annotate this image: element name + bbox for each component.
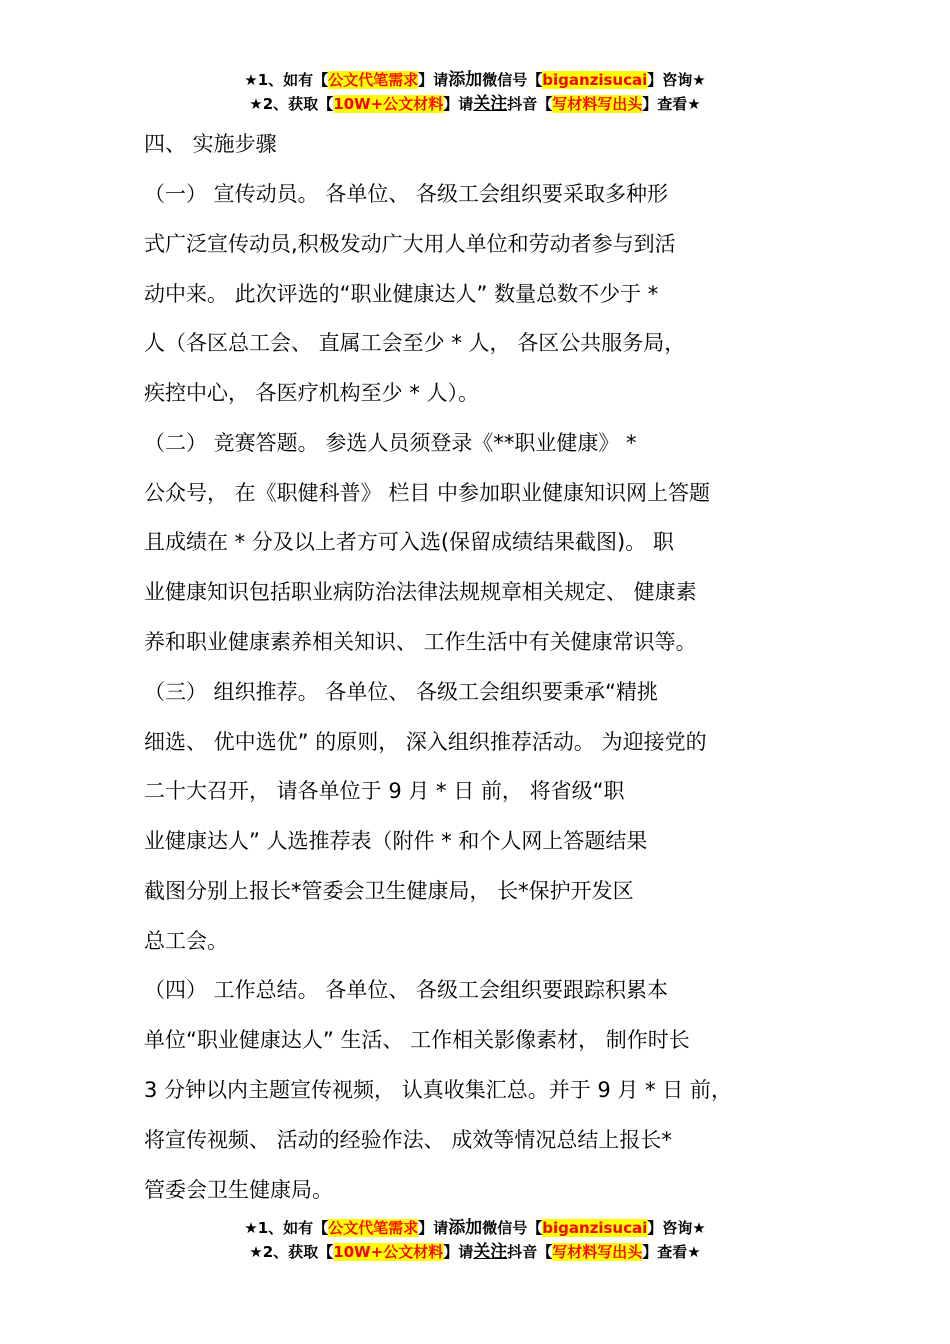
promo-line-2 xyxy=(0,92,950,116)
body-text-line: （一） 宣传动员。 各单位、 各级工会组织要采取多种形 xyxy=(144,182,669,206)
body-text-line: 将宣传视频、 活动的经验作法、 成效等情况总结上报长* xyxy=(144,1128,672,1152)
promo-text: 微信号【 xyxy=(482,1219,543,1237)
promo-prefix: ★2、获取【 xyxy=(249,95,334,113)
promo-text: 】请 xyxy=(443,95,474,113)
promo-prefix: ★1、如有【 xyxy=(244,1219,329,1237)
promo-line-1 xyxy=(0,68,950,92)
body-text-line: 截图分别上报长*管委会卫生健康局， 长*保护开发区 xyxy=(144,879,634,903)
promo-text: 抖音【 xyxy=(507,1243,553,1261)
body-text-line: 业健康知识包括职业病防治法律法规规章相关规定、 健康素 xyxy=(144,580,697,604)
promo-highlight: 10W+公文材料 xyxy=(333,95,444,113)
body-text-line: 3 分钟以内主题宣传视频， 认真收集汇总。并于 9 月 * 日 前， xyxy=(144,1078,732,1102)
promo-prefix: ★2、获取【 xyxy=(249,1243,334,1261)
promo-suffix: 】咨询★ xyxy=(647,71,706,89)
promo-banner-top xyxy=(0,68,950,116)
body-text-line: 式广泛宣传动员,积极发动广大用人单位和劳动者参与到活 xyxy=(144,232,676,256)
promo-text: 微信号【 xyxy=(482,71,543,89)
body-text-line: 动中来。 此次评选的“职业健康达人” 数量总数不少于 * xyxy=(144,282,659,306)
promo-emphasis: 关注 xyxy=(473,1242,508,1262)
body-text-line: 细选、 优中选优” 的原则， 深入组织推荐活动。 为迎接党的 xyxy=(144,730,707,754)
body-text-line: 疾控中心， 各医疗机构至少 * 人）。 xyxy=(144,381,480,405)
body-text-line: 公众号， 在《职健科普》 栏目 中参加职业健康知识网上答题 xyxy=(144,481,711,505)
promo-line-1 xyxy=(0,1216,950,1240)
promo-highlight: 公文代笔需求 xyxy=(328,1219,419,1237)
body-text-line: 人（各区总工会、 直属工会至少 * 人， 各区公共服务局， xyxy=(144,331,686,355)
body-text-line: 业健康达人” 人选推荐表（附件 * 和个人网上答题结果 xyxy=(144,829,648,853)
body-text-line: （四） 工作总结。 各单位、 各级工会组织要跟踪积累本 xyxy=(144,978,669,1002)
promo-suffix: 】咨询★ xyxy=(647,1219,706,1237)
promo-prefix: ★1、如有【 xyxy=(244,71,329,89)
promo-wechat-id: biganzisucai xyxy=(542,1219,648,1237)
promo-text: 】请 xyxy=(418,1219,449,1237)
body-text-line: 养和职业健康素养相关知识、 工作生活中有关健康常识等。 xyxy=(144,630,697,654)
promo-text: 】请 xyxy=(418,71,449,89)
body-text-line: 总工会。 xyxy=(144,929,228,953)
promo-suffix: 】查看★ xyxy=(642,95,701,113)
promo-highlight: 公文代笔需求 xyxy=(328,71,419,89)
promo-douyin-id: 写材料写出头 xyxy=(552,95,643,113)
promo-douyin-id: 写材料写出头 xyxy=(552,1243,643,1261)
promo-text: 】请 xyxy=(443,1243,474,1261)
promo-wechat-id: biganzisucai xyxy=(542,71,648,89)
body-text-line: （三） 组织推荐。 各单位、 各级工会组织要秉承“精挑 xyxy=(144,680,658,704)
promo-highlight: 10W+公文材料 xyxy=(333,1243,444,1261)
body-text-line: 单位“职业健康达人” 生活、 工作相关影像素材， 制作时长 xyxy=(144,1028,690,1052)
body-text-line: 二十大召开， 请各单位于 9 月 * 日 前， 将省级“职 xyxy=(144,779,625,803)
promo-banner-bottom xyxy=(0,1216,950,1264)
section-heading: 四、 实施步骤 xyxy=(144,132,277,156)
promo-suffix: 】查看★ xyxy=(642,1243,701,1261)
promo-emphasis: 关注 xyxy=(473,94,508,114)
promo-line-2 xyxy=(0,1240,950,1264)
promo-text: 抖音【 xyxy=(507,95,553,113)
body-text-line: （二） 竞赛答题。 参选人员须登录《**职业健康》 * xyxy=(144,431,637,455)
body-text-line: 管委会卫生健康局。 xyxy=(144,1178,333,1202)
promo-emphasis: 添加 xyxy=(448,70,483,90)
promo-emphasis: 添加 xyxy=(448,1218,483,1238)
body-text-line: 且成绩在 * 分及以上者方可入选(保留成绩结果截图)。 职 xyxy=(144,530,674,554)
